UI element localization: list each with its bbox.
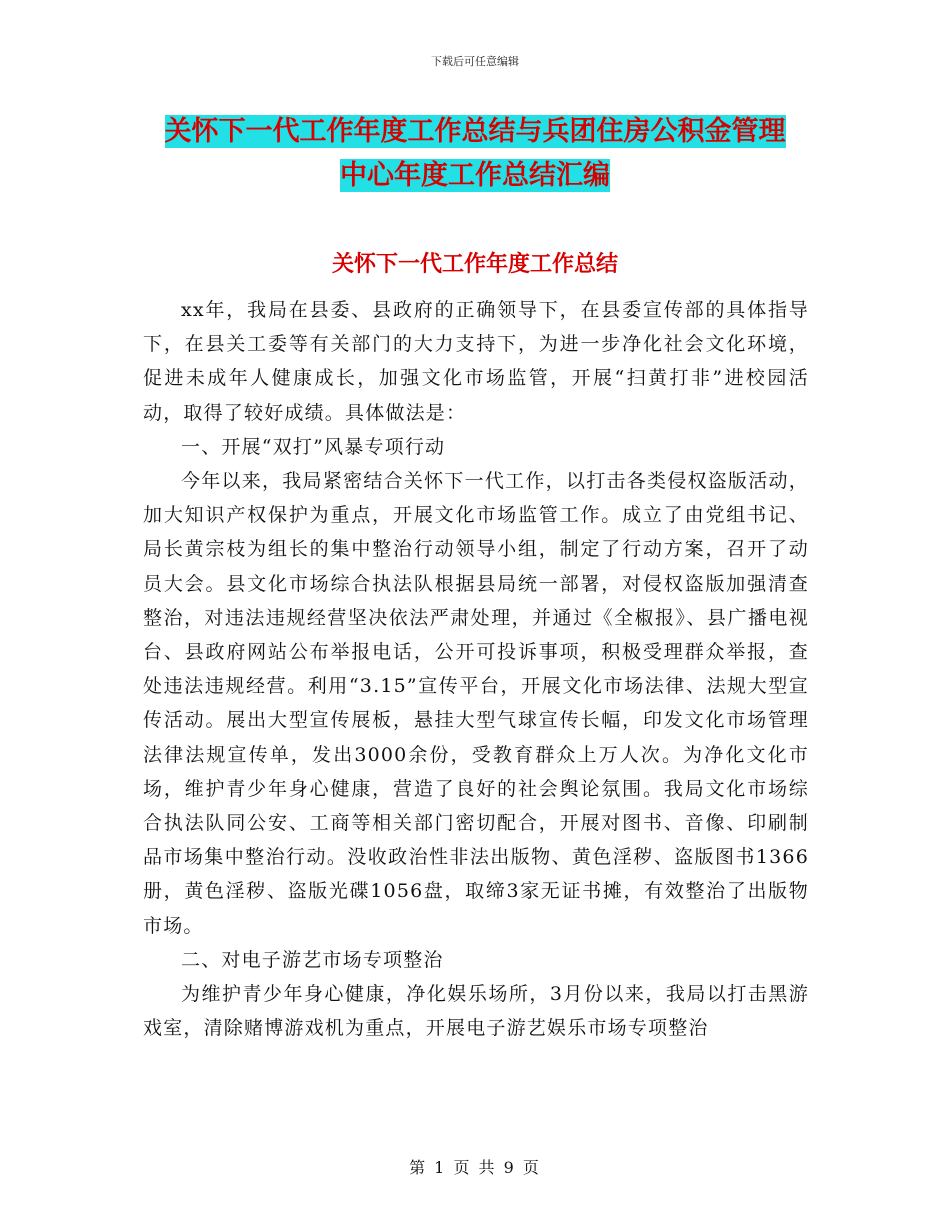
- body-text: [143, 293, 809, 1045]
- paragraph-section-2: 为维护青少年身心健康，净化娱乐场所，3月份以来，我局以打击黑游戏室，清除赌博游戏机为重点，开展电子游艺娱乐市场专项整治: [143, 983, 809, 1040]
- document-title: [0, 110, 950, 198]
- paragraph-section-1: 今年以来，我局紧密结合关怀下一代工作，以打击各类侵权盗版活动，加大知识产权保护为重点，开展文化市场监管工作。成立了由党组书记、局长黄宗枝为组长的集中整治行动领导小组，制定了行动方案，召开了动员大会。县文化市场综合执法队根据县局统一部署，对侵权盗版加强清查整治，对违法违规经营坚决依法严肃处理，并通过《全椒报》、县广播电视台、县政府网站公布举报电话，公开可投诉事项，积极受理群众举报，查处违法违规经营。利用“3.15”宣传平台，开展文化市场法律、法规大型宣传活动。展出大型宣传展板，悬挂大型气球宣传长幅，印发文化市场管理法律法规宣传单，发出3000余份，受教育群众上万人次。为净化文化市场，维护青少年身心健康，营造了良好的社会舆论氛围。我局文化市场综合执法队同公安、工商等相关部门密切配合，开展对图书、音像、印刷制品市场集中整治行动。没收政治性非法出版物、黄色淫秽、盗版图书1366册，黄色淫秽、盗版光碟1056盘，取缔3家无证书摊，有效整治了出版物市场。: [143, 470, 809, 937]
- heading-section-2: 二、对电子游艺市场专项整治: [181, 948, 444, 971]
- paragraph-intro: xx年，我局在县委、县政府的正确领导下，在县委宣传部的具体指导下，在县关工委等有关部门的大力支持下，为进一步净化社会文化环境，促进未成年人健康成长，加强文化市场监管，开展“扫黄打非”进校园活动，取得了较好成绩。具体做法是：: [143, 299, 809, 424]
- heading-section-1: 一、开展“双打”风暴专项行动: [181, 435, 446, 458]
- document-title-line-1: 关怀下一代工作年度工作总结与兵团住房公积金管理: [164, 116, 786, 147]
- header-note: 下载后可任意编辑: [431, 55, 519, 68]
- page-footer: 第 1 页 共 9 页: [409, 1158, 541, 1177]
- document-title-line-2: 中心年度工作总结汇编: [340, 160, 610, 191]
- section-title: 关怀下一代工作年度工作总结: [331, 252, 618, 277]
